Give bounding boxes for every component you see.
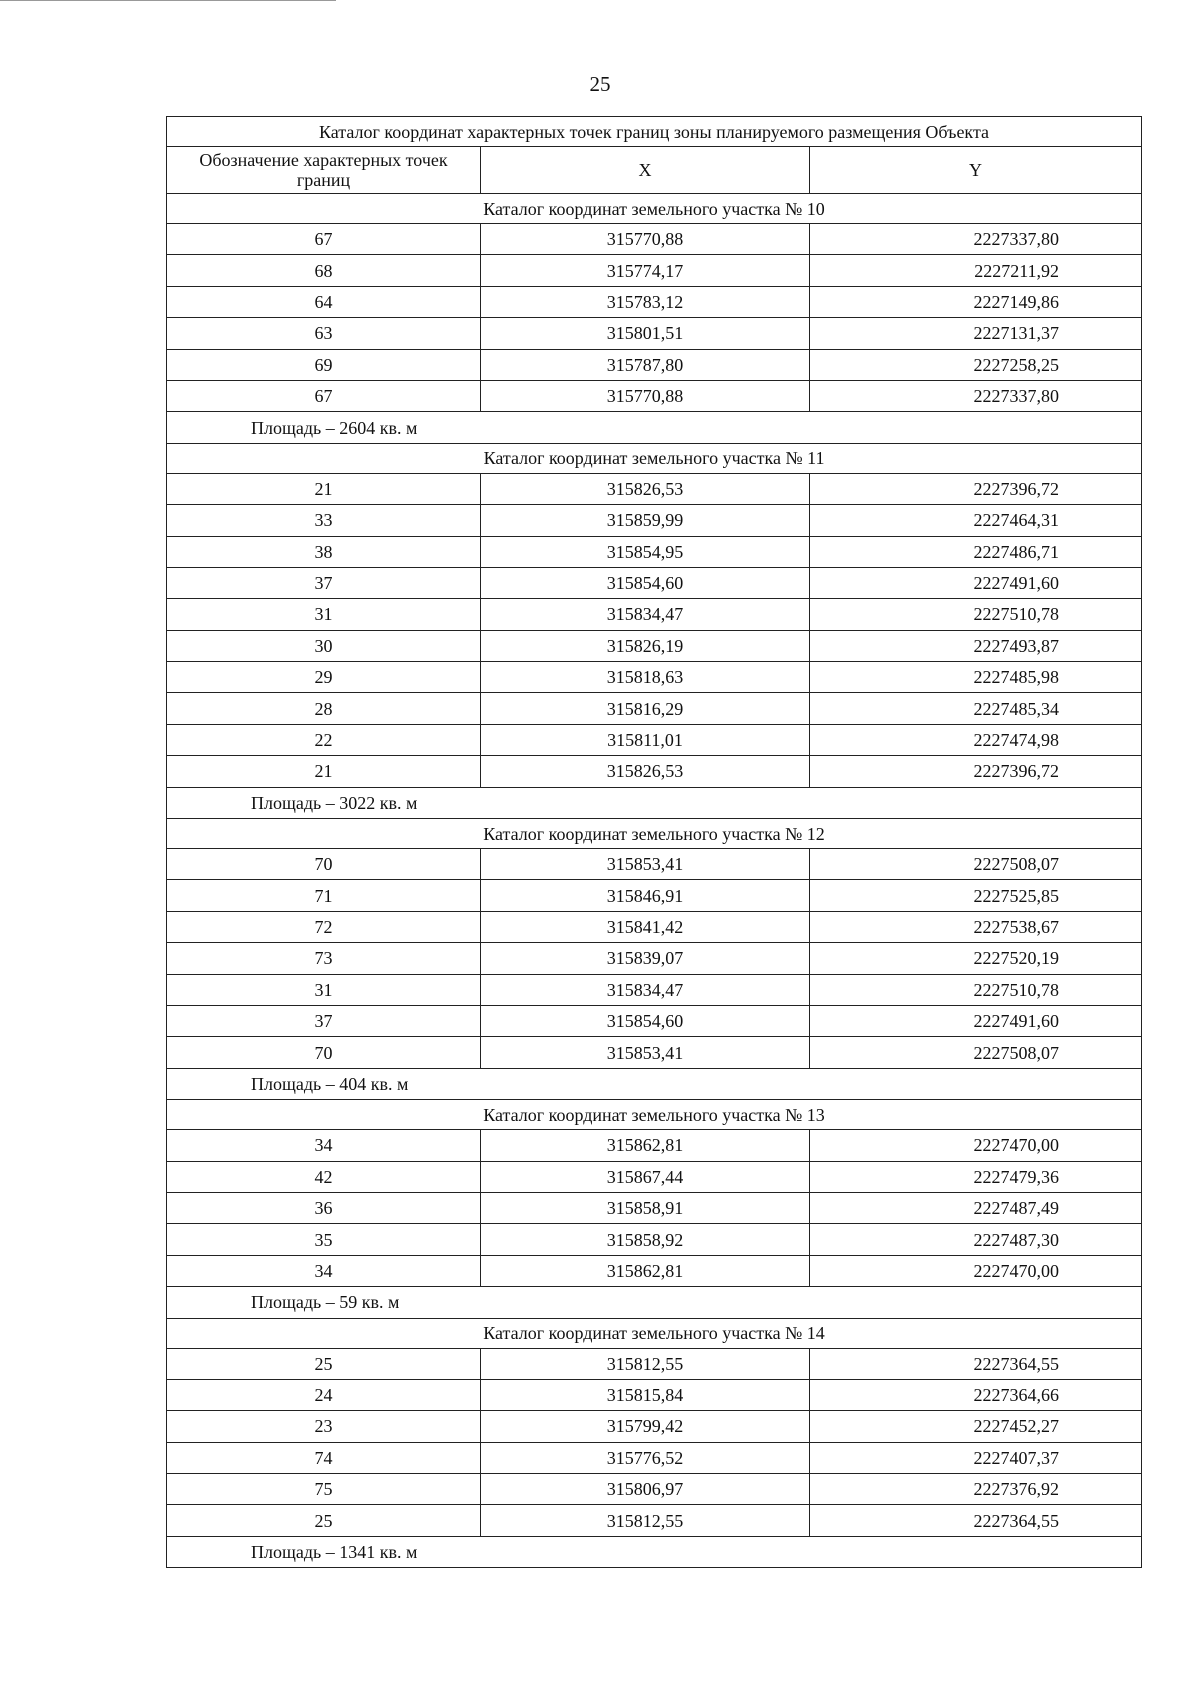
- y-coordinate-cell: 2227396,72: [810, 756, 1142, 787]
- section-heading-row: [167, 443, 1142, 473]
- x-coordinate-cell: 315815,84: [481, 1379, 810, 1410]
- x-coordinate-cell: 315858,92: [481, 1224, 810, 1255]
- table-row: [167, 1442, 1142, 1473]
- y-coordinate-cell: 2227470,00: [810, 1130, 1142, 1161]
- table-row: [167, 630, 1142, 661]
- table-row: [167, 286, 1142, 317]
- table-row: [167, 724, 1142, 755]
- table-row: [167, 1379, 1142, 1410]
- point-number-cell: 70: [167, 849, 481, 880]
- table-row: [167, 318, 1142, 349]
- y-coordinate-cell: 2227452,27: [810, 1411, 1142, 1442]
- y-coordinate-cell: 2227525,85: [810, 880, 1142, 911]
- x-coordinate-cell: 315787,80: [481, 349, 810, 380]
- table-row: [167, 1192, 1142, 1223]
- table-row: [167, 536, 1142, 567]
- section-heading-row: [167, 1100, 1142, 1130]
- x-coordinate-cell: 315853,41: [481, 1037, 810, 1068]
- point-number-cell: 28: [167, 693, 481, 724]
- x-coordinate-cell: 315862,81: [481, 1255, 810, 1286]
- y-coordinate-cell: 2227487,49: [810, 1192, 1142, 1223]
- x-coordinate-cell: 315854,95: [481, 536, 810, 567]
- table-row: [167, 1224, 1142, 1255]
- table-row: [167, 943, 1142, 974]
- y-coordinate-cell: 2227491,60: [810, 1005, 1142, 1036]
- section-heading: Каталог координат земельного участка № 11: [167, 443, 1142, 473]
- y-coordinate-cell: 2227396,72: [810, 473, 1142, 504]
- point-number-cell: 34: [167, 1255, 481, 1286]
- y-coordinate-cell: 2227486,71: [810, 536, 1142, 567]
- x-coordinate-cell: 315854,60: [481, 567, 810, 598]
- table-row: [167, 1005, 1142, 1036]
- x-coordinate-cell: 315841,42: [481, 911, 810, 942]
- point-number-cell: 37: [167, 1005, 481, 1036]
- section-heading: Каталог координат земельного участка № 14: [167, 1318, 1142, 1348]
- section-heading-row: [167, 1318, 1142, 1348]
- point-number-cell: 69: [167, 349, 481, 380]
- table-row: [167, 1130, 1142, 1161]
- column-header-x: X: [481, 147, 810, 194]
- table-row: [167, 224, 1142, 255]
- page-number: 25: [589, 72, 611, 96]
- x-coordinate-cell: 315801,51: [481, 318, 810, 349]
- point-number-cell: 29: [167, 662, 481, 693]
- point-number-cell: 64: [167, 286, 481, 317]
- y-coordinate-cell: 2227485,34: [810, 693, 1142, 724]
- y-coordinate-cell: 2227337,80: [810, 380, 1142, 411]
- section-area-row: [167, 787, 1142, 818]
- table-row: [167, 756, 1142, 787]
- y-coordinate-cell: 2227520,19: [810, 943, 1142, 974]
- table-row: [167, 1505, 1142, 1536]
- section-area-row: [167, 1536, 1142, 1567]
- table-row: [167, 974, 1142, 1005]
- y-coordinate-cell: 2227211,92: [810, 255, 1142, 286]
- section-area: Площадь – 1341 кв. м: [167, 1536, 1142, 1567]
- section-area: Площадь – 3022 кв. м: [167, 787, 1142, 818]
- x-coordinate-cell: 315776,52: [481, 1442, 810, 1473]
- x-coordinate-cell: 315818,63: [481, 662, 810, 693]
- coordinates-catalog-table: [166, 116, 1142, 1568]
- point-number-cell: 67: [167, 380, 481, 411]
- point-number-cell: 63: [167, 318, 481, 349]
- x-coordinate-cell: 315811,01: [481, 724, 810, 755]
- y-coordinate-cell: 2227487,30: [810, 1224, 1142, 1255]
- table-row: [167, 1161, 1142, 1192]
- scan-edge-line: [0, 0, 336, 1]
- table-row: [167, 349, 1142, 380]
- point-number-cell: 25: [167, 1505, 481, 1536]
- point-number-cell: 70: [167, 1037, 481, 1068]
- point-number-cell: 67: [167, 224, 481, 255]
- section-area-row: [167, 1287, 1142, 1318]
- point-number-cell: 75: [167, 1474, 481, 1505]
- y-coordinate-cell: 2227364,66: [810, 1379, 1142, 1410]
- x-coordinate-cell: 315826,53: [481, 756, 810, 787]
- point-number-cell: 24: [167, 1379, 481, 1410]
- x-coordinate-cell: 315839,07: [481, 943, 810, 974]
- y-coordinate-cell: 2227258,25: [810, 349, 1142, 380]
- table-row: [167, 1255, 1142, 1286]
- x-coordinate-cell: 315783,12: [481, 286, 810, 317]
- y-coordinate-cell: 2227149,86: [810, 286, 1142, 317]
- y-coordinate-cell: 2227407,37: [810, 1442, 1142, 1473]
- point-number-cell: 72: [167, 911, 481, 942]
- table-row: [167, 473, 1142, 504]
- point-number-cell: 30: [167, 630, 481, 661]
- y-coordinate-cell: 2227508,07: [810, 1037, 1142, 1068]
- section-heading-row: [167, 194, 1142, 224]
- table-title-row: [167, 117, 1142, 147]
- y-coordinate-cell: 2227337,80: [810, 224, 1142, 255]
- y-coordinate-cell: 2227479,36: [810, 1161, 1142, 1192]
- point-number-cell: 73: [167, 943, 481, 974]
- section-heading: Каталог координат земельного участка № 12: [167, 819, 1142, 849]
- point-number-cell: 21: [167, 473, 481, 504]
- table-row: [167, 1037, 1142, 1068]
- section-area: Площадь – 59 кв. м: [167, 1287, 1142, 1318]
- table-row: [167, 599, 1142, 630]
- x-coordinate-cell: 315834,47: [481, 599, 810, 630]
- x-coordinate-cell: 315816,29: [481, 693, 810, 724]
- point-number-cell: 42: [167, 1161, 481, 1192]
- x-coordinate-cell: 315853,41: [481, 849, 810, 880]
- y-coordinate-cell: 2227508,07: [810, 849, 1142, 880]
- section-heading: Каталог координат земельного участка № 13: [167, 1100, 1142, 1130]
- column-header-point: Обозначение характерных точек границ: [167, 147, 481, 194]
- x-coordinate-cell: 315834,47: [481, 974, 810, 1005]
- x-coordinate-cell: 315854,60: [481, 1005, 810, 1036]
- x-coordinate-cell: 315858,91: [481, 1192, 810, 1223]
- table-row: [167, 380, 1142, 411]
- y-coordinate-cell: 2227364,55: [810, 1505, 1142, 1536]
- point-number-cell: 38: [167, 536, 481, 567]
- point-number-cell: 21: [167, 756, 481, 787]
- table-row: [167, 567, 1142, 598]
- section-area-row: [167, 412, 1142, 443]
- table-row: [167, 662, 1142, 693]
- x-coordinate-cell: 315770,88: [481, 380, 810, 411]
- x-coordinate-cell: 315806,97: [481, 1474, 810, 1505]
- section-area: Площадь – 2604 кв. м: [167, 412, 1142, 443]
- y-coordinate-cell: 2227510,78: [810, 974, 1142, 1005]
- y-coordinate-cell: 2227470,00: [810, 1255, 1142, 1286]
- table-row: [167, 849, 1142, 880]
- x-coordinate-cell: 315812,55: [481, 1505, 810, 1536]
- x-coordinate-cell: 315867,44: [481, 1161, 810, 1192]
- table-row: [167, 505, 1142, 536]
- column-header-y: Y: [810, 147, 1142, 194]
- table-row: [167, 693, 1142, 724]
- point-number-cell: 31: [167, 599, 481, 630]
- y-coordinate-cell: 2227376,92: [810, 1474, 1142, 1505]
- section-area-row: [167, 1068, 1142, 1099]
- table-header-row: [167, 147, 1142, 194]
- x-coordinate-cell: 315846,91: [481, 880, 810, 911]
- table-row: [167, 911, 1142, 942]
- point-number-cell: 33: [167, 505, 481, 536]
- table-row: [167, 1474, 1142, 1505]
- table-row: [167, 1411, 1142, 1442]
- section-heading: Каталог координат земельного участка № 10: [167, 194, 1142, 224]
- y-coordinate-cell: 2227493,87: [810, 630, 1142, 661]
- point-number-cell: 37: [167, 567, 481, 598]
- y-coordinate-cell: 2227485,98: [810, 662, 1142, 693]
- x-coordinate-cell: 315770,88: [481, 224, 810, 255]
- x-coordinate-cell: 315862,81: [481, 1130, 810, 1161]
- y-coordinate-cell: 2227510,78: [810, 599, 1142, 630]
- point-number-cell: 34: [167, 1130, 481, 1161]
- y-coordinate-cell: 2227464,31: [810, 505, 1142, 536]
- point-number-cell: 71: [167, 880, 481, 911]
- x-coordinate-cell: 315859,99: [481, 505, 810, 536]
- point-number-cell: 36: [167, 1192, 481, 1223]
- point-number-cell: 74: [167, 1442, 481, 1473]
- y-coordinate-cell: 2227131,37: [810, 318, 1142, 349]
- section-area: Площадь – 404 кв. м: [167, 1068, 1142, 1099]
- point-number-cell: 23: [167, 1411, 481, 1442]
- x-coordinate-cell: 315799,42: [481, 1411, 810, 1442]
- point-number-cell: 22: [167, 724, 481, 755]
- catalog-body: [167, 117, 1142, 1568]
- section-heading-row: [167, 819, 1142, 849]
- table-row: [167, 1348, 1142, 1379]
- x-coordinate-cell: 315826,19: [481, 630, 810, 661]
- point-number-cell: 35: [167, 1224, 481, 1255]
- table-row: [167, 880, 1142, 911]
- point-number-cell: 25: [167, 1348, 481, 1379]
- point-number-cell: 31: [167, 974, 481, 1005]
- y-coordinate-cell: 2227538,67: [810, 911, 1142, 942]
- x-coordinate-cell: 315774,17: [481, 255, 810, 286]
- y-coordinate-cell: 2227474,98: [810, 724, 1142, 755]
- x-coordinate-cell: 315826,53: [481, 473, 810, 504]
- x-coordinate-cell: 315812,55: [481, 1348, 810, 1379]
- y-coordinate-cell: 2227491,60: [810, 567, 1142, 598]
- table-row: [167, 255, 1142, 286]
- table-title: Каталог координат характерных точек границ зоны планируемого размещения Объекта: [167, 117, 1142, 147]
- point-number-cell: 68: [167, 255, 481, 286]
- y-coordinate-cell: 2227364,55: [810, 1348, 1142, 1379]
